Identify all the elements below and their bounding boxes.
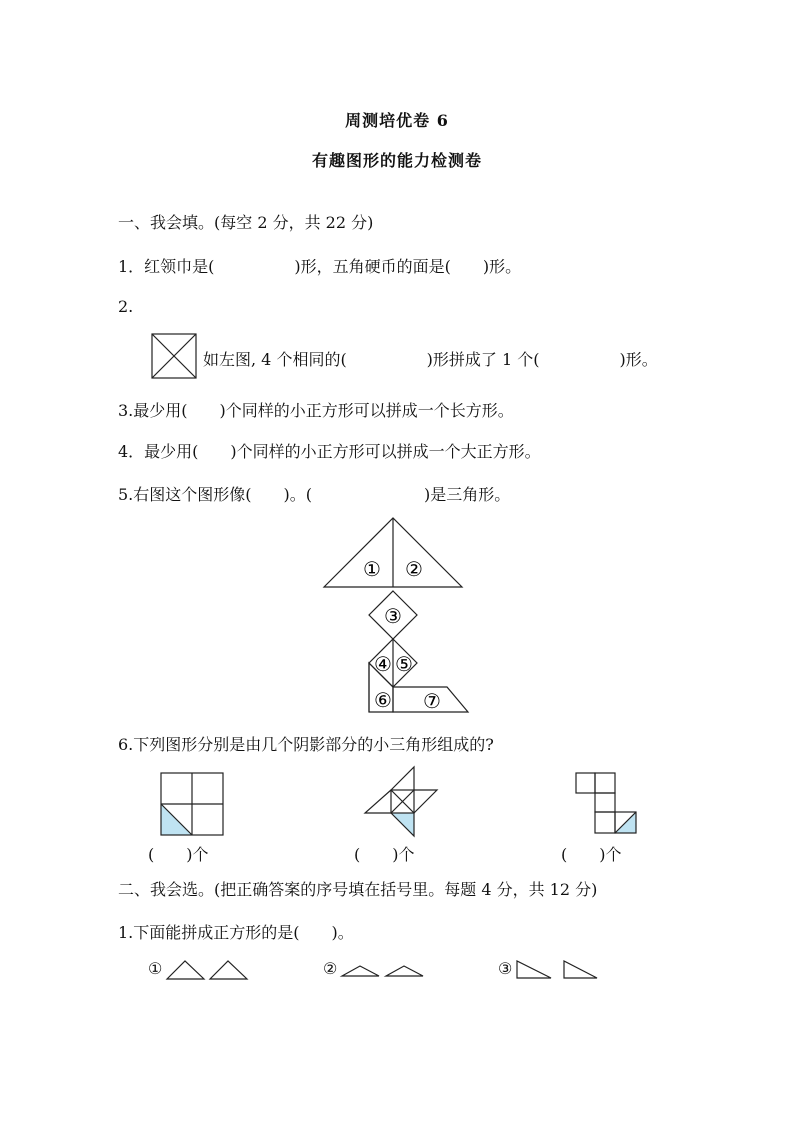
question-2-1: 1.下面能拼成正方形的是( )。 xyxy=(118,923,354,942)
tangram-label-4: ④ xyxy=(374,652,392,676)
option-2-label: ② xyxy=(323,959,338,978)
question-1-6: 6.下列图形分别是由几个阴影部分的小三角形组成的? xyxy=(118,735,494,754)
option-1-label: ① xyxy=(148,959,163,978)
question-1-3: 3.最少用( )个同样的小正方形可以拼成一个长方形。 xyxy=(118,401,514,420)
square-diagonals-figure xyxy=(151,333,197,379)
question-1-4: 4．最少用( )个同样的小正方形可以拼成一个大正方形。 xyxy=(118,442,541,461)
option-3-triangles xyxy=(516,958,600,980)
tangram-label-1: ① xyxy=(363,557,381,581)
tangram-label-5: ⑤ xyxy=(395,652,413,676)
pinwheel-figure-b xyxy=(362,764,438,840)
option-1-triangles xyxy=(166,958,250,980)
question-1-2-number: 2. xyxy=(118,297,134,316)
tangram-label-2: ② xyxy=(405,557,423,581)
staircase-figure-c xyxy=(575,772,637,834)
answer-b: ( )个 xyxy=(354,845,415,864)
answer-a: ( )个 xyxy=(148,845,209,864)
option-3-label: ③ xyxy=(498,959,513,978)
tangram-label-6: ⑥ xyxy=(374,688,392,712)
tangram-label-3: ③ xyxy=(384,604,402,628)
question-1-5: 5.右图这个图形像( )。( )是三角形。 xyxy=(118,485,511,504)
tangram-figure xyxy=(320,514,472,718)
page-subtitle: 有趣图形的能力检测卷 xyxy=(311,151,482,170)
answer-c: ( )个 xyxy=(561,845,622,864)
section-2-heading: 二、我会选。(把正确答案的序号填在括号里。每题 4 分，共 12 分) xyxy=(118,880,598,899)
question-1-2: 如左图, 4 个相同的( )形拼成了 1 个( )形。 xyxy=(203,350,658,369)
tangram-label-7: ⑦ xyxy=(423,689,441,713)
grid-figure-a xyxy=(160,772,226,836)
question-1-1: 1．红领巾是( )形，五角硬币的面是( )形。 xyxy=(118,257,522,276)
page-title: 周测培优卷 6 xyxy=(345,111,449,130)
option-2-triangles xyxy=(341,962,425,978)
section-1-heading: 一、我会填。(每空 2 分，共 22 分) xyxy=(118,213,374,232)
